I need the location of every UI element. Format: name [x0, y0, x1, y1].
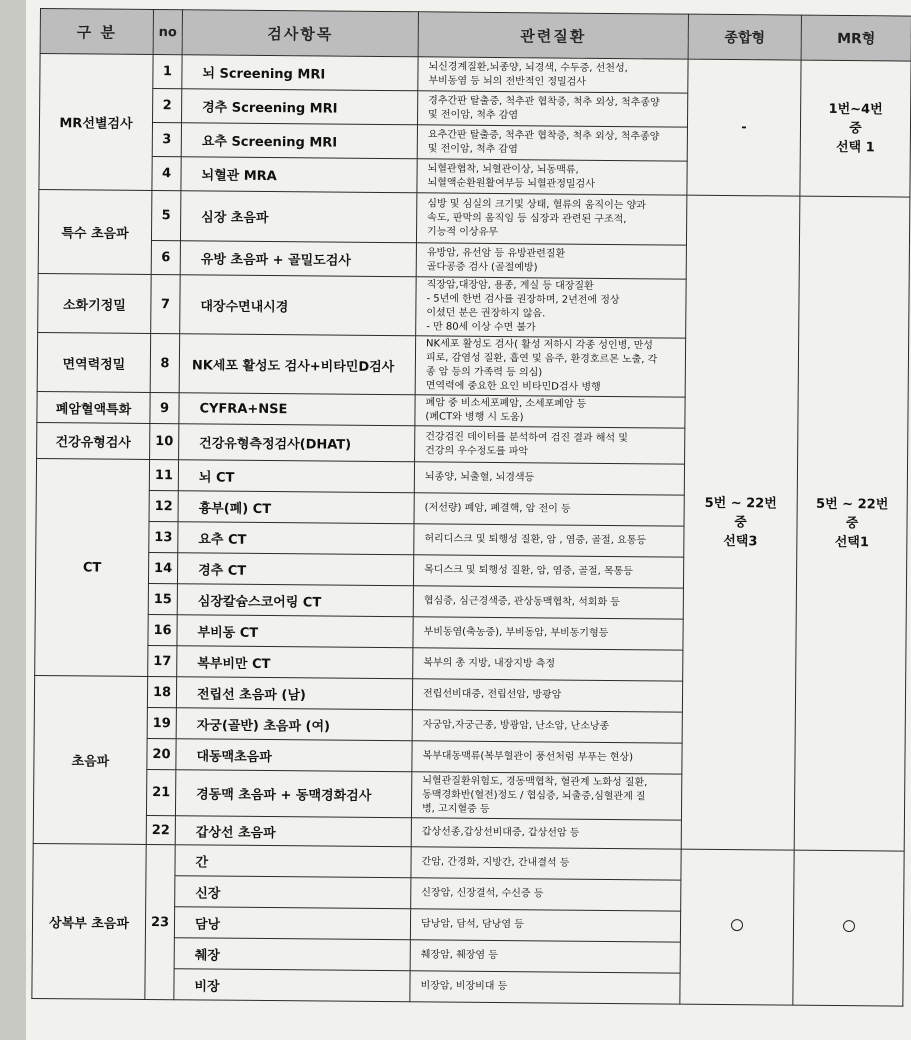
mid-comprehensive-cell: 5번 ~ 22번 중 선택3: [681, 195, 800, 850]
mr-comprehensive-cell: [687, 59, 801, 196]
header-row: [40, 9, 911, 62]
row-desc: 비장암, 비장비대 등: [410, 971, 680, 1004]
mid-mrtype-cell: 5번 ~ 22번 중 선택1: [794, 196, 910, 851]
row-item: 전립선 초음파 (남): [176, 677, 412, 710]
row-item: 경추 CT: [177, 553, 413, 586]
row-item: 심장칼슘스코어링 CT: [177, 584, 413, 617]
row-desc: (저선량) 폐암, 폐결핵, 암 전이 등: [414, 493, 684, 526]
row-desc: NK세포 활성도 검사( 활성 저하시 각종 성인병, 만성 피로, 감염성 질환, 흡연 및 음주, 환경호르몬 노출, 각 종 암 등의 가족력 등 의심) 면역력에 중요한 요인 비타민D검사 병행: [415, 336, 686, 397]
row-no: 16: [148, 614, 177, 645]
row-item: 대장수면내시경: [180, 275, 417, 336]
row-no: 12: [149, 490, 178, 521]
header-mr-type: MR형: [801, 15, 911, 61]
row-no: 22: [146, 815, 175, 844]
row-no: 8: [150, 333, 180, 392]
row-desc: 직장암,대장암, 용종, 게실 등 대장질환 - 5년에 한번 검사를 권장하며, 2년전에 정상 이셨던 분은 권장하지 않음. - 만 80세 이상 수면 불가: [416, 277, 687, 338]
row-item: 뇌혈관 MRA: [181, 157, 417, 193]
row-no: 14: [148, 552, 177, 583]
row-item: 뇌 Screening MRI: [182, 55, 418, 91]
category-ct: CT: [35, 458, 150, 676]
circle-icon: [842, 920, 854, 932]
row-no: 2: [153, 88, 182, 122]
header-category: 구 분: [40, 9, 153, 55]
special-tests-table: [31, 8, 911, 1007]
row-no: 1: [153, 54, 182, 88]
row-item: 요추 Screening MRI: [181, 123, 417, 159]
header-related: 관련질환: [418, 12, 688, 59]
row-desc: 허리디스크 및 퇴행성 질환, 암 , 염증, 골절, 요통등: [414, 524, 684, 557]
abdomen-mrtype-cell: [793, 850, 904, 1006]
row-desc: 뇌혈관질환위험도, 경동맥협착, 혈관계 노화성 질환, 동맥경화반(혈전)정도 / 협심증, 뇌출증,심혈관계 질 병, 고지혈증 등: [411, 772, 681, 820]
row-no: 21: [146, 769, 175, 815]
row-item: NK세포 활성도 검사+비타민D검사: [179, 334, 416, 395]
row-no: 9: [150, 392, 179, 423]
header-comprehensive: 종합형: [688, 14, 801, 60]
row-item: 대동맥초음파: [176, 739, 412, 772]
row-item: 심장 초음파: [180, 191, 416, 243]
category-mr: MR선별검사: [39, 54, 153, 191]
table-row: [33, 843, 904, 882]
row-no: 18: [147, 676, 176, 707]
row-item: 요추 CT: [178, 522, 414, 555]
category-us: 초음파: [33, 675, 147, 844]
row-no: 7: [151, 274, 181, 333]
row-item: 뇌 CT: [178, 460, 414, 493]
row-desc: 뇌혈관협착, 뇌혈관이상, 뇌동맥류, 뇌혈액순환원활여부등 뇌혈관정밀검사: [417, 159, 687, 195]
row-no: 11: [149, 459, 178, 490]
row-no: 5: [151, 190, 180, 240]
row-no: 4: [152, 156, 181, 190]
row-no: 6: [151, 240, 180, 274]
special-tests-sheet: [31, 8, 911, 1016]
row-item: CYFRA+NSE: [179, 393, 415, 426]
row-item: 복부비만 CT: [177, 646, 413, 679]
category-health: 건강유형검사: [37, 422, 150, 459]
header-no: no: [153, 9, 182, 54]
row-no: 20: [147, 738, 176, 769]
row-desc: 심방 및 심실의 크기및 상태, 혈류의 움직이는 양과 속도, 판막의 움직임 등 심장과 관련된 구조적, 기능적 이상유무: [416, 193, 686, 245]
row-desc: 담낭암, 담석, 담낭염 등: [410, 909, 680, 942]
row-item: 췌장: [174, 938, 410, 971]
row-desc: 전립선비대증, 전립선암, 방광암: [412, 679, 682, 712]
row-item: 간: [175, 845, 411, 878]
row-desc: 뇌신경계질환,뇌종양, 뇌경색, 수두증, 선천성, 부비동염 등 뇌의 전반적인 정밀검사: [418, 57, 688, 93]
row-desc: 자궁암,자궁근종, 방광암, 난소암, 난소낭종: [412, 710, 682, 743]
category-immune: 면역력정밀: [37, 332, 151, 392]
row-desc: 경추간판 탈출증, 척추관 협착증, 척추 외상, 척추종양 및 전이암, 척추 감염: [417, 91, 687, 127]
row-desc: 복부의 총 지방, 내장지방 측정: [413, 648, 683, 681]
row-desc: 갑상선종,갑상선비대증, 갑상선암 등: [411, 818, 681, 849]
row-desc: 요추간판 탈출증, 척추관 협착증, 척추 외상, 척추종양 및 전이암, 척추 감염: [417, 125, 687, 161]
row-no: 13: [149, 521, 178, 552]
abdomen-comprehensive-cell: [680, 849, 794, 1005]
row-item: 유방 초음파 + 골밀도검사: [180, 241, 416, 277]
row-no: 23: [145, 844, 175, 999]
circle-icon: [731, 919, 743, 931]
row-no: 3: [152, 122, 181, 156]
row-item: 부비동 CT: [177, 615, 413, 648]
dash-text: -: [741, 120, 747, 136]
category-abdomen: 상복부 초음파: [32, 843, 146, 999]
row-no: 10: [150, 423, 179, 459]
row-desc: 부비동염(축농증), 부비동암, 부비동기형등: [413, 617, 683, 650]
category-digestive: 소화기정밀: [38, 273, 152, 333]
row-item: 자궁(골반) 초음파 (여): [176, 708, 412, 741]
category-special-us: 특수 초음파: [38, 189, 152, 274]
row-item: 경동맥 초음파 + 동맥경화검사: [175, 770, 411, 818]
row-item: 신장: [175, 876, 411, 909]
row-no: 15: [148, 583, 177, 614]
row-desc: 건강검진 데이터를 분석하여 검진 결과 해석 및 건강의 우수정도를 파악: [415, 426, 685, 464]
row-desc: 뇌종양, 뇌출혈, 뇌경색등: [414, 462, 684, 495]
row-item: 비장: [174, 969, 410, 1002]
header-item: 검사항목: [182, 10, 418, 57]
row-desc: 복부대동맥류(복부혈관이 풍선처럼 부푸는 현상): [412, 741, 682, 774]
row-item: 담낭: [174, 907, 410, 940]
row-desc: 유방암, 유선암 등 유방관련질환 골다공증 검사 (골절예방): [416, 243, 686, 279]
row-no: 19: [147, 707, 176, 738]
row-desc: 신장암, 신장결석, 수신증 등: [411, 878, 681, 911]
row-desc: 협심증, 심근경색증, 관상동맥협착, 석회화 등: [413, 586, 683, 619]
row-item: 건강유형측정검사(DHAT): [179, 424, 415, 462]
mr-mrtype-cell: 1번~4번 중 선택 1: [800, 60, 911, 197]
category-lung: 폐암혈액특화: [37, 391, 150, 423]
row-item: 흉부(폐) CT: [178, 491, 414, 524]
row-item: 경추 Screening MRI: [182, 89, 418, 125]
row-item: 갑상선 초음파: [175, 816, 411, 847]
row-desc: 췌장암, 췌장염 등: [410, 940, 680, 973]
row-desc: 폐암 중 비소세포폐암, 소세포폐암 등 (폐CT와 병행 시 도움): [415, 395, 685, 428]
row-desc: 간암, 간경화, 지방간, 간내결석 등: [411, 847, 681, 880]
table-row: [38, 189, 909, 247]
row-no: 17: [148, 645, 177, 676]
row-desc: 목디스크 및 퇴행성 질환, 암, 염증, 골절, 목통등: [413, 555, 683, 588]
